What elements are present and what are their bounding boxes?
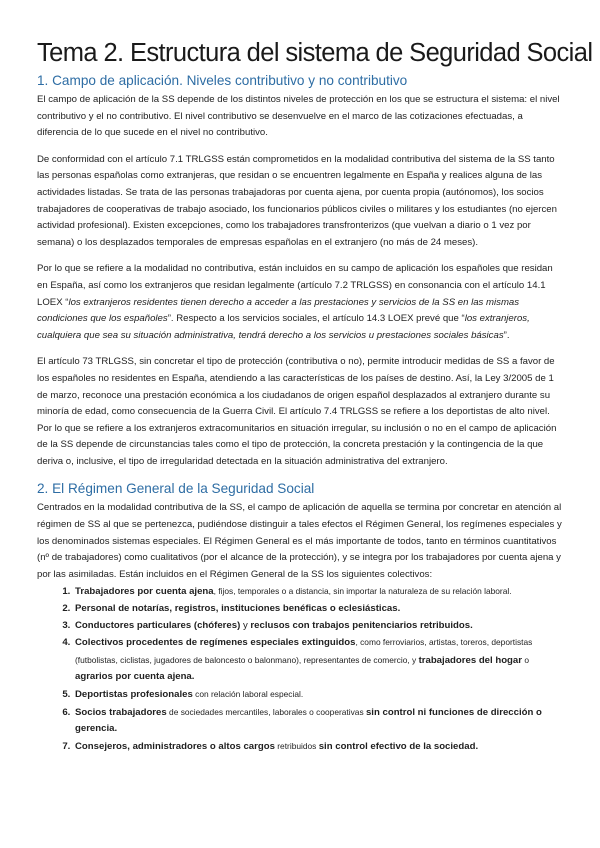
document-page bbox=[37, 38, 593, 755]
bold-text: sin control efectivo de la sociedad. bbox=[318, 740, 479, 752]
paragraph: De conformidad con el artículo 7.1 TRLGSS están comprometidos en la modalidad contributiva del sistema de la SS tanto las personas españolas como extranjeras, que residan o se encuentren legalmente en España y realices alguna de las actividades listadas. Se trata de las personas trabajadoras por cuenta ajena, por cuenta propia (autónomos), los socios trabajadores de cooperativas de trabajo asociado, los funcionarios públicos civiles o militares y los estudiantes (no ejercen actividad profesional). Existen excepciones, como los trabajadores transfronterizos (que vuelvan a diario o 1 vez por semana) o los desplazados temporales de empresas españolas en el extranjero (no más de 24 meses). bbox=[37, 153, 557, 248]
text-run: de sociedades mercantiles, laborales o cooperativas bbox=[166, 706, 366, 717]
text-run: o bbox=[522, 654, 529, 665]
paragraph: Centrados en la modalidad contributiva de la SS, el campo de aplicación de aquella se termina por concretar en atención al régimen de SS al que se pertenezca, pudiéndose distinguir a tales efectos el Régimen General, los regímenes especiales y los denominados sistemas especiales. El Régimen General es el más importante de todos, tanto en términos cuantitativos (nº de trabajadores) como cualitativos (por el alcance de la protección), y se integra por los trabajadores por cuenta ajena y por las asimiladas. Están incluidos en el Régimen General de la SS los siguientes colectivos: bbox=[37, 502, 562, 580]
list-item bbox=[73, 583, 564, 601]
bold-text: trabajadores del hogar bbox=[418, 654, 522, 666]
section-heading-2: 2. El Régimen General de la Seguridad Social bbox=[37, 481, 315, 497]
bold-text: Deportistas profesionales bbox=[75, 689, 193, 700]
text-run: , como ferroviarios, artistas, toreros, deportistas (futbolistas, ciclistas, jugadores de baloncesto o balonmano), representantes de comercio, y bbox=[75, 637, 533, 665]
bold-text: agrarios por cuenta ajena. bbox=[75, 671, 195, 683]
text-run: Por lo que se refiere a la modalidad no contributiva, están incluidos en su campo de aplicación los españoles que residan en España, así como los extranjeros que residan legalmente (artículo 7.2 TRLGSS) en consonancia con el artículo 14.1 LOEX “ bbox=[37, 263, 553, 308]
quoted-text: los extranjeros, cualquiera que sea su situación administrativa, tendrá derecho a los servicios u prestaciones sociales básicas bbox=[37, 313, 530, 341]
bold-text: reclusos con trabajos penitenciarios retribuidos. bbox=[250, 619, 473, 631]
list-item bbox=[73, 738, 564, 756]
bold-text: Socios trabajadores bbox=[75, 706, 167, 718]
text-run: con relación laboral especial. bbox=[192, 689, 304, 699]
list-item bbox=[73, 618, 564, 635]
list-item bbox=[73, 601, 564, 618]
document-title: Tema 2. Estructura del sistema de Seguridad Social bbox=[37, 39, 593, 67]
bold-text: sin control ni funciones de dirección o gerencia. bbox=[75, 706, 542, 735]
text-run: ”. bbox=[503, 329, 510, 341]
list-item bbox=[73, 704, 564, 738]
quoted-text: los extranjeros residentes tienen derecho a acceder a las prestaciones y servicios de la SS en las mismas condiciones que los españoles bbox=[37, 296, 520, 325]
section-heading-1: 1. Campo de aplicación. Niveles contributivo y no contributivo bbox=[37, 73, 408, 88]
paragraph: El campo de aplicación de la SS depende de los distintos niveles de protección en los que se estructura el sistema: el nivel contributivo y el no contributivo. El nivel contributivo se desenvuelve en el marco de las cotizaciones efectuadas, a diferencia de lo que sucede en el nivel no contributivo. bbox=[37, 94, 560, 139]
bold-text: Trabajadores por cuenta ajena bbox=[75, 586, 214, 598]
text-run: retribuidos bbox=[274, 740, 319, 751]
list-item bbox=[73, 634, 564, 686]
text-run: , fijos, temporales o a distancia, sin importar la naturaleza de su relación laboral. bbox=[213, 586, 512, 597]
bold-text: Consejeros, administradores o altos cargos bbox=[75, 740, 275, 752]
bold-text: Conductores particulares (chóferes) bbox=[75, 619, 241, 631]
paragraph: El artículo 73 TRLGSS, sin concretar el tipo de protección (contributiva o no), permite introducir medidas de SS a favor de los españoles no residentes en España, atendiendo a las características de los países de destino. Así, la Ley 3/2005 de 1 de marzo, reconoce una prestación económica a los ciudadanos de origen español desplazados al extranjero durante su minoría de edad, como consecuencia de la Guerra Civil. El artículo 7.4 TRLGSS se refiere a los deportistas de alto nivel. Por lo que se refiere a los extranjeros extracomunitarios en situación irregular, su inclusión o no en el campo de aplicación de la SS depende de circunstancias tales como el tipo de protección, la concreta prestación y la contingencia de la que deriva o, inclusive, el tipo de irregularidad detectada en la situación administrativa del extranjero. bbox=[37, 356, 557, 467]
colectivos-list bbox=[37, 583, 564, 755]
bold-text: Colectivos procedentes de regímenes especiales extinguidos bbox=[75, 637, 356, 649]
list-item bbox=[73, 686, 564, 704]
text-run: y bbox=[240, 619, 251, 631]
text-run: ”. Respecto a los servicios sociales, el artículo 14.3 LOEX prevé que “ bbox=[167, 313, 465, 325]
paragraph bbox=[37, 261, 564, 344]
bold-text: Personal de notarías, registros, instituciones benéficas o eclesiásticas. bbox=[75, 603, 401, 615]
